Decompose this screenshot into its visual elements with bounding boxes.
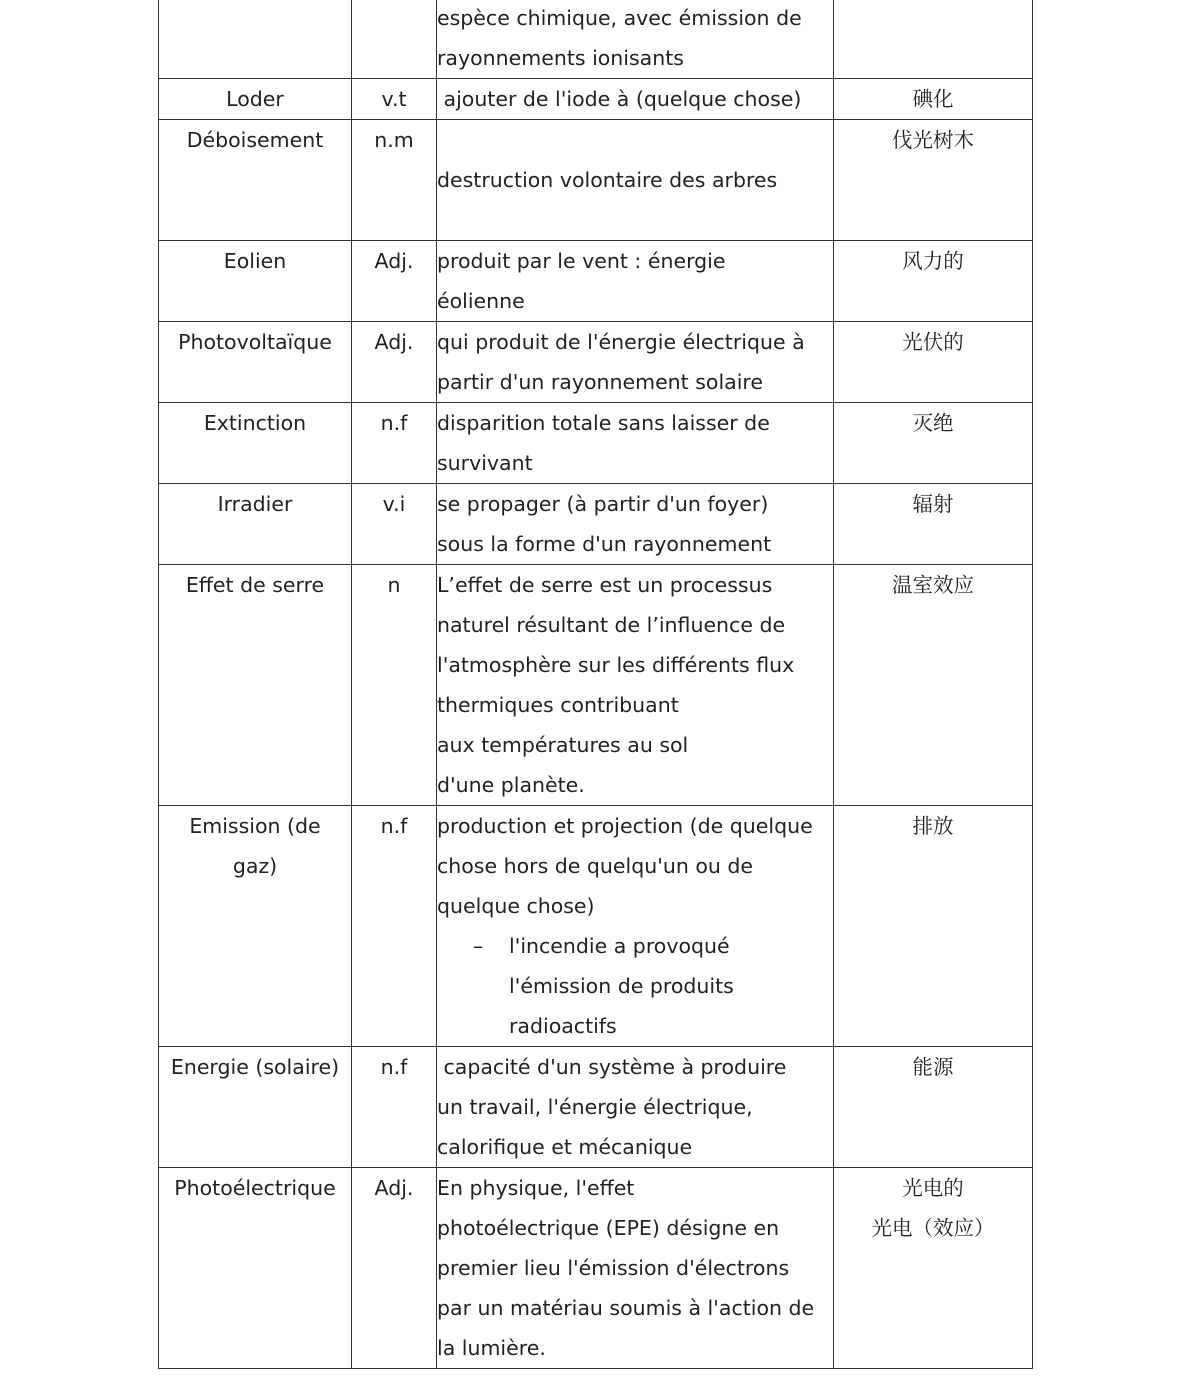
- example-line: radioactifs: [509, 1014, 617, 1038]
- word-cell: Photovoltaïque: [159, 322, 352, 403]
- table-row: [159, 79, 1033, 120]
- word-cell: Energie (solaire): [159, 1047, 352, 1168]
- definition-line: disparition totale sans laisser de: [437, 411, 770, 435]
- definition-line: photoélectrique (EPE) désigne en: [437, 1216, 780, 1240]
- chinese-cell: 碘化: [834, 79, 1033, 120]
- definition-line: par un matériau soumis à l'action de: [437, 1296, 815, 1320]
- chinese-cell: 排放: [834, 806, 1033, 1047]
- table-row: [159, 565, 1033, 806]
- word-cell: Photoélectrique: [159, 1168, 352, 1369]
- definition-line: un travail, l'énergie électrique,: [437, 1095, 753, 1119]
- definition-cell: [437, 120, 834, 241]
- definition-line: ajouter de l'iode à (quelque chose): [437, 87, 802, 111]
- definition-cell: [437, 241, 834, 322]
- word-cell: Effet de serre: [159, 565, 352, 806]
- definition-cell: [437, 806, 834, 1047]
- chinese-cell: 能源: [834, 1047, 1033, 1168]
- pos-cell: Adj.: [352, 241, 437, 322]
- pos-cell: [352, 0, 437, 79]
- example-line: l'émission de produits: [509, 974, 734, 998]
- word-cell: Irradier: [159, 484, 352, 565]
- definition-line: aux températures au sol: [437, 733, 689, 757]
- definition-line: survivant: [437, 451, 533, 475]
- pos-cell: n.m: [352, 120, 437, 241]
- definition-line: partir d'un rayonnement solaire: [437, 370, 763, 394]
- table-row: [159, 1168, 1033, 1369]
- definition-line: espèce chimique, avec émission de: [437, 6, 802, 30]
- definition-line: quelque chose): [437, 894, 595, 918]
- word-cell: Déboisement: [159, 120, 352, 241]
- definition-cell: [437, 1047, 834, 1168]
- definition-cell: [437, 565, 834, 806]
- chinese-cell: 温室效应: [834, 565, 1033, 806]
- definition-cell: [437, 403, 834, 484]
- chinese-cell: 风力的: [834, 241, 1033, 322]
- definition-line: L’effet de serre est un processus: [437, 573, 773, 597]
- chinese-line: 光电的: [902, 1176, 964, 1200]
- word-cell: Emission (de gaz): [159, 806, 352, 1047]
- chinese-cell: 光伏的: [834, 322, 1033, 403]
- definition-cell: [437, 0, 834, 79]
- definition-line: rayonnements ionisants: [437, 46, 684, 70]
- definition-line: qui produit de l'énergie électrique à: [437, 330, 805, 354]
- definition-line: En physique, l'effet: [437, 1176, 635, 1200]
- pos-cell: n: [352, 565, 437, 806]
- table-row: [159, 403, 1033, 484]
- word-cell: Extinction: [159, 403, 352, 484]
- definition-line: éolienne: [437, 289, 525, 313]
- chinese-cell: [834, 0, 1033, 79]
- pos-cell: n.f: [352, 403, 437, 484]
- definition-cell: [437, 484, 834, 565]
- table-row: [159, 322, 1033, 403]
- definition-line: d'une planète.: [437, 773, 585, 797]
- definition-cell: [437, 1168, 834, 1369]
- pos-cell: Adj.: [352, 1168, 437, 1369]
- table-row: [159, 1047, 1033, 1168]
- word-cell: [159, 0, 352, 79]
- chinese-cell: 伐光树木: [834, 120, 1033, 241]
- definition-line: destruction volontaire des arbres: [437, 168, 778, 192]
- pos-cell: n.f: [352, 806, 437, 1047]
- definition-line: chose hors de quelqu'un ou de: [437, 854, 754, 878]
- definition-cell: [437, 79, 834, 120]
- definition-line: thermiques contribuant: [437, 693, 679, 717]
- definition-cell: [437, 322, 834, 403]
- table-row: [159, 120, 1033, 241]
- definition-line: produit par le vent : énergie: [437, 249, 726, 273]
- definition-line: la lumière.: [437, 1336, 546, 1360]
- table-row: [159, 484, 1033, 565]
- chinese-cell: 灭绝: [834, 403, 1033, 484]
- pos-cell: n.f: [352, 1047, 437, 1168]
- definition-line: l'atmosphère sur les différents flux: [437, 653, 795, 677]
- table-row: [159, 241, 1033, 322]
- chinese-cell: 辐射: [834, 484, 1033, 565]
- example-item: [437, 926, 833, 1046]
- vocabulary-table: [158, 0, 1033, 1369]
- definition-line: naturel résultant de l’influence de: [437, 613, 786, 637]
- word-cell: Loder: [159, 79, 352, 120]
- table-row: [159, 806, 1033, 1047]
- word-cell: Eolien: [159, 241, 352, 322]
- chinese-cell: [834, 1168, 1033, 1369]
- pos-cell: v.t: [352, 79, 437, 120]
- definition-line: calorifique et mécanique: [437, 1135, 693, 1159]
- example-line: l'incendie a provoqué: [509, 934, 730, 958]
- dash-bullet: –: [473, 934, 484, 958]
- pos-cell: Adj.: [352, 322, 437, 403]
- definition-line: capacité d'un système à produire: [437, 1055, 787, 1079]
- pos-cell: v.i: [352, 484, 437, 565]
- definition-line: se propager (à partir d'un foyer): [437, 492, 769, 516]
- chinese-line: 光电（效应）: [871, 1216, 995, 1240]
- definition-line: production et projection (de quelque: [437, 814, 813, 838]
- definition-line: premier lieu l'émission d'électrons: [437, 1256, 790, 1280]
- table-row: [159, 0, 1033, 79]
- definition-line: sous la forme d'un rayonnement: [437, 532, 772, 556]
